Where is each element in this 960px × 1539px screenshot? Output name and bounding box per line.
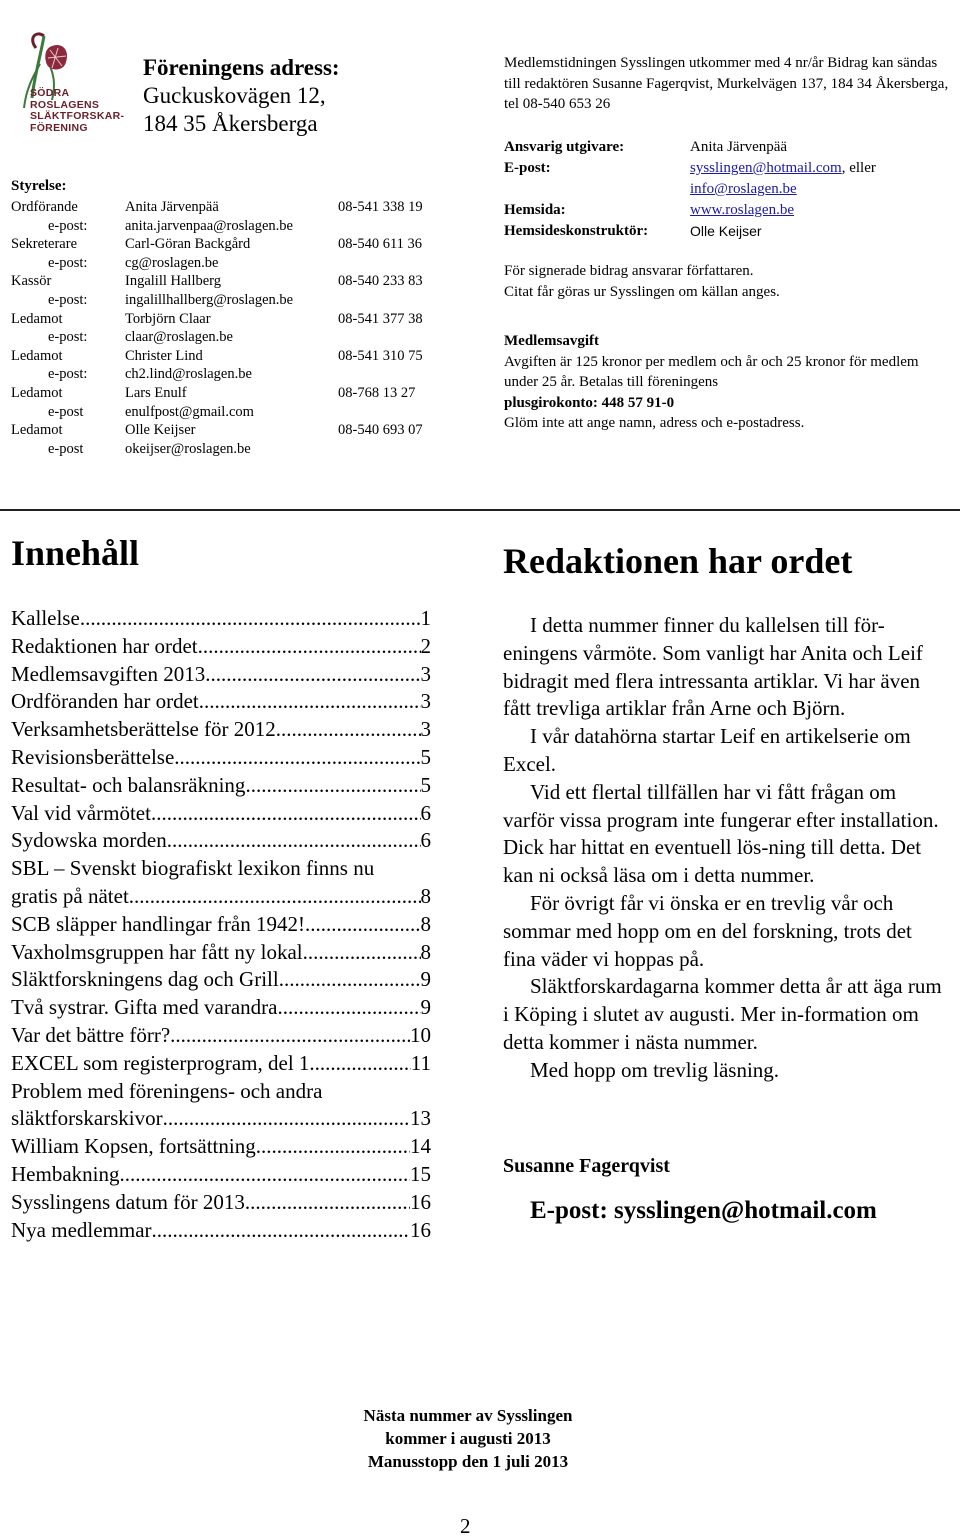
fee-note: Glöm inte att ange namn, adress och e-postadress.	[504, 415, 805, 431]
toc-page-number: 14	[410, 1134, 431, 1159]
board-phone: 08-768 13 27	[338, 385, 416, 401]
toc-item[interactable]	[11, 688, 431, 716]
address-heading: Föreningens adress:	[143, 55, 340, 80]
toc-page-number: 8	[420, 911, 431, 936]
toc-item[interactable]	[11, 939, 431, 967]
website-link[interactable]: www.roslagen.be	[690, 202, 794, 218]
toc-item[interactable]	[11, 633, 431, 661]
board-name: Torbjörn Claar	[125, 310, 211, 327]
toc-item[interactable]	[11, 1189, 431, 1217]
toc-page-number: 2	[420, 633, 431, 658]
page-number: 2	[460, 1514, 471, 1538]
toc-item-title: William Kopsen, fortsättning	[11, 1134, 256, 1159]
board-role: e-post	[48, 440, 84, 457]
toc-leader	[80, 605, 421, 633]
toc-page-number: 6	[420, 828, 431, 853]
logo-line: FÖRENING	[30, 121, 88, 134]
toc-item-title: SBL – Svenskt biografiskt lexikon finns nu	[11, 856, 375, 881]
board-role: e-post	[48, 403, 84, 420]
toc-item-title: Två systrar. Gifta med varandra	[11, 995, 278, 1020]
toc-page-number: 9	[420, 995, 431, 1020]
board-phone: 08-541 377 38	[338, 310, 423, 327]
fee-title: Medlemsavgift	[504, 333, 599, 349]
webmaster-label: Hemsideskonstruktör:	[504, 223, 649, 239]
toc-page-number: 3	[420, 717, 431, 742]
toc-page-number: 13	[410, 1106, 431, 1131]
toc-item-title: Val vid vårmötet	[11, 800, 151, 825]
section-divider	[0, 509, 960, 511]
toc-leader	[129, 883, 421, 911]
editorial-paragraph: I vår datahörna startar Leif en artikelserie om Excel.	[503, 724, 911, 776]
toc-page-number: 6	[420, 800, 431, 825]
table-of-contents	[11, 605, 431, 1244]
toc-item-title: Sydowska morden	[11, 828, 167, 853]
toc-item[interactable]	[11, 1217, 431, 1245]
editorial-paragraph: I detta nummer finner du kallelsen till för-eningens vårmöte. Som vanligt har Anita och Leif bidragit med flera intressanta artiklar. Vi har även fått trevliga artiklar från Arne och Björn.	[503, 613, 923, 721]
board-name: Lars Enulf	[125, 385, 187, 401]
toc-item-title: Släktforskningens dag och Grill	[11, 967, 279, 992]
toc-leader	[119, 1161, 410, 1189]
toc-item-title: Hembakning	[11, 1161, 120, 1186]
email-link-sysslingen[interactable]: sysslingen@hotmail.com	[690, 160, 842, 176]
toc-item[interactable]	[11, 1133, 431, 1161]
toc-leader	[277, 994, 420, 1022]
board-role: Ledamot	[11, 347, 63, 364]
board-email[interactable]: okeijser@roslagen.be	[125, 440, 251, 457]
board-role: e-post:	[48, 254, 88, 271]
board-role: Ledamot	[11, 310, 63, 327]
board-role: e-post:	[48, 292, 88, 308]
next-issue-notice	[318, 1404, 618, 1473]
toc-leader	[151, 800, 421, 828]
toc-item[interactable]	[11, 1022, 431, 1050]
board-email[interactable]: enulfpost@gmail.com	[125, 403, 254, 420]
board-role: e-post:	[48, 329, 88, 346]
editorial-body	[503, 612, 945, 1085]
email-link-info[interactable]: info@roslagen.be	[690, 181, 797, 197]
toc-leader	[163, 1105, 410, 1133]
toc-item[interactable]	[11, 1050, 431, 1078]
board-name: Ingalill Hallberg	[125, 273, 221, 290]
toc-leader	[305, 911, 421, 939]
board-name: Olle Keijser	[125, 422, 196, 439]
toc-leader	[174, 744, 420, 772]
board-row	[11, 272, 451, 290]
toc-item[interactable]	[11, 855, 431, 911]
toc-leader	[309, 1050, 410, 1078]
toc-leader	[279, 966, 421, 994]
board-role: Kassör	[11, 273, 52, 290]
board-email[interactable]: claar@roslagen.be	[125, 329, 233, 346]
toc-page-number: 3	[420, 689, 431, 714]
toc-page-number: 11	[410, 1050, 431, 1075]
address-city: 184 35 Åkersberga	[143, 111, 318, 136]
board-role: e-post:	[48, 217, 88, 234]
board-title: Styrelse:	[11, 178, 67, 194]
toc-leader	[276, 716, 421, 744]
toc-item-title: Resultat- och balansräkning	[11, 772, 246, 797]
toc-item-title: Medlemsavgiften 2013	[11, 661, 206, 686]
toc-leader	[170, 1022, 410, 1050]
toc-item[interactable]	[11, 605, 431, 633]
board-row	[11, 310, 451, 328]
toc-page-number: 5	[420, 772, 431, 797]
toc-page-number: 10	[410, 1022, 431, 1047]
toc-title: Innehåll	[11, 533, 140, 573]
toc-item[interactable]	[11, 744, 431, 772]
board-email[interactable]: ch2.lind@roslagen.be	[125, 366, 252, 383]
logo-line: ROSLAGENS	[30, 98, 100, 111]
toc-item-title: Nya medlemmar	[11, 1217, 152, 1242]
signed-line: För signerade bidrag ansvarar författaren.	[504, 263, 754, 279]
next-issue-date: kommer i augusti 2013	[385, 1429, 551, 1448]
toc-page-number: 3	[420, 661, 431, 686]
email-label: E-post:	[504, 160, 551, 176]
publisher-name: Anita Järvenpää	[690, 139, 788, 155]
toc-item-title: Vaxholmsgruppen har fått ny lokal	[11, 939, 303, 964]
board-row	[11, 235, 451, 253]
board-row	[11, 440, 451, 458]
board-name: Anita Järvenpää	[125, 199, 219, 215]
publisher-label: Ansvarig utgivare:	[504, 139, 625, 155]
board-row	[11, 328, 451, 346]
toc-page-number: 8	[420, 939, 431, 964]
board-role: Sekreterare	[11, 236, 78, 253]
toc-leader	[303, 939, 421, 967]
logo-line: SÖDRA	[30, 87, 70, 99]
editorial-paragraph: Med hopp om trevlig läsning.	[530, 1057, 780, 1082]
board-row	[11, 291, 451, 309]
board-row	[11, 254, 451, 272]
toc-leader	[205, 661, 420, 689]
board-role: e-post:	[48, 366, 88, 383]
board-row	[11, 421, 451, 439]
toc-page-number: 16	[410, 1189, 431, 1214]
board-role: Ledamot	[11, 385, 63, 401]
website-label: Hemsida:	[504, 202, 566, 218]
toc-item-title-cont: släktforskarskivor	[11, 1106, 163, 1131]
board-role: Ordförande	[11, 199, 78, 215]
toc-leader	[199, 688, 421, 716]
board-email[interactable]: cg@roslagen.be	[125, 254, 219, 271]
newsletter-intro: Medlemstidningen Sysslingen utkommer med 4 nr/år Bidrag kan sändas till redaktören Susanne Fagerqvist, Murkelvägen 137, 184 34 Åkersberga, tel 08-540 653 26	[504, 55, 949, 112]
toc-leader	[167, 827, 421, 855]
toc-page-number: 5	[420, 744, 431, 769]
toc-page-number: 8	[420, 883, 431, 908]
toc-leader	[198, 633, 421, 661]
board-row	[11, 365, 451, 383]
toc-item[interactable]	[11, 1078, 431, 1134]
toc-leader	[245, 1189, 410, 1217]
editorial-title: Redaktionen har ordet	[503, 541, 853, 581]
board-email[interactable]: ingalillhallberg@roslagen.be	[125, 292, 294, 308]
editorial-paragraph: Släktforskardagarna kommer detta år att äga rum i Köping i slutet av augusti. Mer in-formation om detta kommer i nästa nummer.	[503, 974, 942, 1054]
toc-item[interactable]	[11, 772, 431, 800]
board-phone: 08-540 233 83	[338, 273, 423, 290]
toc-item-title: SCB släpper handlingar från 1942!	[11, 911, 305, 936]
editorial-paragraph: Vid ett flertal tillfällen har vi fått frågan om varför vissa program inte fungerar efter installation. Dick har hittat en eventuell lös-ning till detta. Det kan ni också läsa om i detta nummer.	[503, 779, 939, 888]
board-row	[11, 217, 451, 235]
toc-item-title-cont: gratis på nätet	[11, 883, 129, 908]
toc-leader	[152, 1217, 410, 1245]
address-street: Guckuskovägen 12,	[143, 83, 326, 108]
toc-item-title: Revisionsberättelse	[11, 744, 175, 769]
logo-line: SLÄKTFORSKAR-	[30, 110, 125, 122]
next-issue-line: Nästa nummer av Sysslingen	[363, 1406, 573, 1425]
toc-item[interactable]	[11, 800, 431, 828]
board-name: Carl-Göran Backgård	[125, 236, 251, 253]
toc-item-title: Sysslingens datum för 2013	[11, 1189, 245, 1214]
toc-item[interactable]	[11, 661, 431, 689]
toc-item[interactable]	[11, 911, 431, 939]
toc-page-number: 9	[420, 967, 431, 992]
board-row	[11, 198, 451, 216]
board-role: Ledamot	[11, 422, 63, 439]
citation-line: Citat får göras ur Sysslingen om källan anges.	[504, 284, 780, 300]
editorial-paragraph: För övrigt får vi önska er en trevlig vår och sommar med hopp om en del forskning, trots det fina väder vi hoppas på.	[503, 890, 912, 971]
toc-item[interactable]	[11, 827, 431, 855]
toc-item-title: Problem med föreningens- och andra	[11, 1078, 323, 1103]
toc-page-number: 16	[410, 1217, 431, 1242]
fee-account: plusgirokonto: 448 57 91-0	[504, 394, 675, 411]
board-phone: 08-541 310 75	[338, 347, 423, 364]
toc-item-title: Kallelse	[11, 606, 80, 630]
society-address	[143, 54, 340, 138]
fee-text: Avgiften är 125 kronor per medlem och år och 25 kronor för medlem under 25 år. Betalas till föreningens	[504, 353, 919, 390]
logo-text	[30, 88, 130, 134]
toc-leader	[245, 772, 420, 800]
toc-item-title: EXCEL som registerprogram, del 1	[11, 1050, 310, 1075]
webmaster-name: Olle Keijser	[690, 223, 762, 239]
toc-item-title: Var det bättre förr?	[11, 1022, 171, 1047]
membership-fee	[504, 331, 944, 434]
toc-item-title: Ordföranden har ordet	[11, 689, 199, 714]
board-phone: 08-541 338 19	[338, 199, 423, 215]
editor-signature: Susanne Fagerqvist	[503, 1155, 670, 1177]
board-phone: 08-540 611 36	[338, 236, 423, 253]
toc-item[interactable]	[11, 1161, 431, 1189]
board-row	[11, 347, 451, 365]
board-row	[11, 403, 451, 421]
board-phone: 08-540 693 07	[338, 422, 423, 439]
toc-item-title: Redaktionen har ordet	[11, 633, 198, 658]
board-email[interactable]: anita.jarvenpaa@roslagen.be	[125, 217, 293, 234]
toc-item[interactable]	[11, 994, 431, 1022]
toc-item[interactable]	[11, 966, 431, 994]
email-separator: , eller	[841, 160, 876, 176]
board-row	[11, 384, 451, 402]
signed-contributions-note	[504, 261, 780, 303]
toc-item-title: Verksamhetsberättelse för 2012	[11, 717, 276, 742]
toc-leader	[256, 1133, 410, 1161]
editor-email: E-post: sysslingen@hotmail.com	[530, 1197, 877, 1224]
deadline-line: Manusstopp den 1 juli 2013	[367, 1452, 569, 1471]
toc-page-number: 15	[410, 1161, 431, 1186]
toc-item[interactable]	[11, 716, 431, 744]
board-name: Christer Lind	[125, 347, 203, 364]
toc-page-number: 1	[420, 606, 431, 630]
